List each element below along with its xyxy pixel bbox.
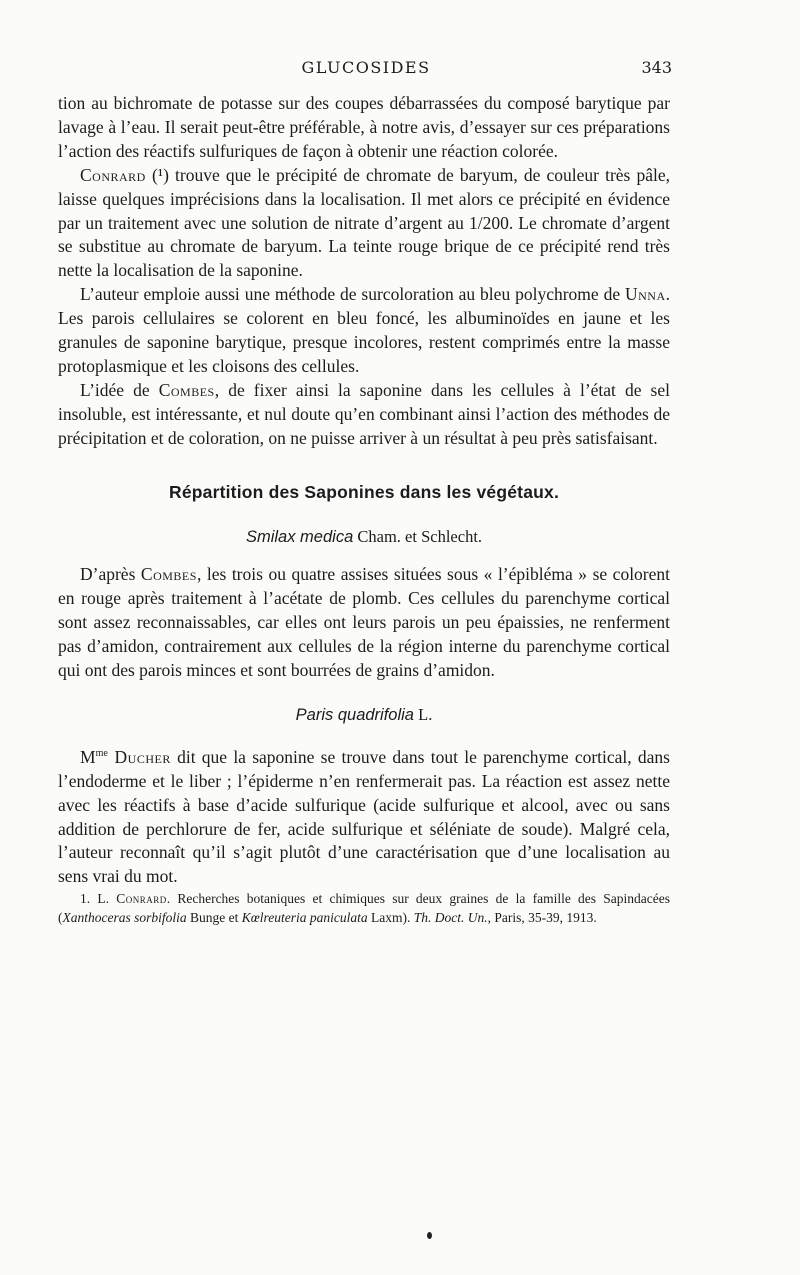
species-authority: L. [413,704,433,724]
paragraph-conrard [58,164,670,284]
author-name: Combes [140,564,197,585]
author-name: Conrard [116,891,167,907]
footnote-species: Kœlreuteria paniculata [241,910,368,926]
footnote-species: Xanthoceras sorbifolia [62,910,187,926]
footnote-text: Laxm). [367,910,414,926]
title-abbrev-superscript: me [95,748,108,760]
footnote-text: Bunge et [186,910,242,926]
paragraph-text: D’après [80,564,141,585]
paragraph-text: trouve que le précipité de chromate de baryum, de couleur très pâle, laisse quelques imprécisions dans la localisation. Il met alors ce précipité en évidence par un traitement avec une solution de nitrate d’argent au 1/200. Le chromate d’argent se substitue au chromate de baryum. La teinte rouge brique de ce précipité rend très nette la localisation de la saponine. [58,164,671,281]
running-header [60,58,672,80]
paragraph-text: . Les parois cellulaires se colorent en bleu foncé, les albuminoïdes en jaune et les granules de saponine barytique, presque incolores, restent comprimés entre la masse protoplasmique et les cloisons des cellules. [58,284,670,376]
paragraph-text: L’auteur emploie aussi une méthode de surcoloration au bleu polychrome de [80,284,625,305]
paragraph-text: L’idée de [80,379,159,400]
ink-spot [427,1232,432,1239]
species-heading-paris [58,703,670,728]
author-name: Combes [158,379,215,400]
paragraph-combes [58,379,670,451]
paragraph-unna [58,283,670,379]
author-name: Conrard [80,164,146,185]
page-number: 343 [641,58,672,77]
species-authority: Cham. et Schlecht. [353,526,483,546]
title-abbrev: M [80,746,96,767]
paragraph-continued: tion au bichromate de potasse sur des coupes débarrassées du composé barytique par lavage à l’eau. Il serait peut-être préférable, à notre avis, d’essayer sur ces préparations l’action des réactifs sulfuriques de façon à obtenir une réaction colorée. [58,93,670,161]
species-latin-name: Smilax medica [245,527,354,546]
author-name: Unna [624,284,666,305]
species-latin-name: Paris quadrifolia [295,705,414,724]
paragraph-text: , les trois ou quatre assises situées sous « l’épibléma » se colorent en rouge après traitement à l’acétate de plomb. Ces cellules du parenchyme cortical sont assez reconnaissables, car elles ont leurs parois un peu épaissies, ne renferment pas d’amidon, contrairement aux cellules de la région interne du parenchyme cortical qui ont des parois minces et sont bourrées de grains d’amidon. [58,564,671,681]
footnote-reference[interactable]: (¹) [152,164,169,185]
page-body [58,92,670,927]
footnote [58,889,670,927]
paragraph-smilax [58,563,670,683]
footnote-number: 1. L. [80,891,117,907]
footnote-journal: Th. Doct. Un. [413,910,488,926]
section-title: Répartition des Saponines dans les végétaux. [168,481,560,502]
paragraph-paris [58,746,670,889]
footnote-text: , Paris, 35-39, 1913. [487,910,597,926]
footnote-text: . Recherches botaniques et chimiques sur deux graines de la famille des Sapindacées ( [58,891,670,926]
running-title: GLUCOSIDES [301,58,431,77]
paragraph-text: , de fixer ainsi la saponine dans les cellules à l’état de sel insoluble, est intéressante, et nul doute qu’en combinant ainsi l’action des méthodes de précipitation et de coloration, on ne puisse arriver à un résultat à peu près satisfaisant. [58,379,670,448]
paragraph-text: dit que la saponine se trouve dans tout le parenchyme cortical, dans l’endoderme et le liber ; l’épiderme n’en renfermerait pas. La réaction est assez nette avec les réactifs à base d’acide sulfurique (acide sulfurique et alcool, avec ou sans addition de perchlorure de fer, acide sulfurique et séléniate de soude). Malgré cela, l’auteur reconnaît qu’il s’agit plutôt d’une caractérisation que d’une localisation au sens vrai du mot. [58,746,670,887]
species-heading-smilax [58,525,670,550]
author-name: Ducher [107,746,171,767]
